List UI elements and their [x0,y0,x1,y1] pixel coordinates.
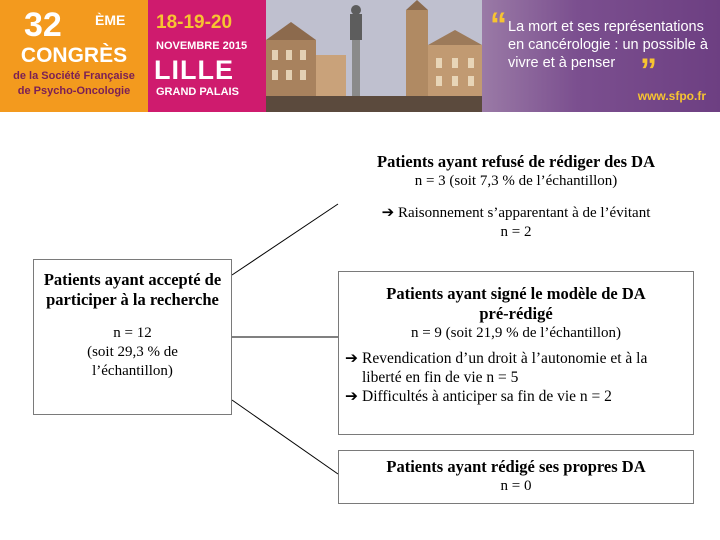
society-name-line2: de Psycho-Oncologie [17,85,131,97]
congress-city: LILLE [154,55,234,85]
congress-dates: 18-19-20 [156,12,233,33]
refused-detail-text: Raisonnement s’apparentant à de l’évitant [397,205,651,221]
congress-ordinal: ÈME [95,12,126,28]
connector-bottom [232,400,338,474]
refused-title: Patients ayant refusé de rédiger des DA [376,152,656,171]
signed-bullet-anticipation-text: Difficultés à anticiper sa fin de vie n = 2 [362,388,612,405]
accepted-participants-box [33,259,232,415]
congress-word: CONGRÈS [20,44,128,67]
arrow-right-icon: ➔ [345,350,358,367]
accepted-share: (soit 29,3 % de l’échantillon) [87,344,178,379]
congress-month-year: NOVEMBRE 2015 [156,40,248,52]
congress-venue: GRAND PALAIS [156,86,239,98]
refused-detail [338,204,694,223]
connector-top [232,204,338,275]
society-name-line1: de la Société Française [13,70,135,82]
arrow-right-icon: ➔ [345,388,358,405]
congress-tagline: La mort et ses représentations en cancérologie : un possible à vivre et à penser [508,19,708,71]
open-quote-icon: “ [490,6,507,44]
own-directives-count: n = 0 [500,478,532,494]
signed-title: Patients ayant signé le modèle de DA pré-rédigé [386,284,646,323]
arrow-right-icon: ➔ [381,205,395,221]
refused-count: n = 3 (soit 7,3 % de l’échantillon) [414,173,618,189]
accepted-count: n = 12 [113,325,152,341]
signed-bullet-anticipation [339,387,693,406]
signed-count: n = 9 (soit 21,9 % de l’échantillon) [410,325,622,341]
refused-detail-count: n = 2 [500,224,532,240]
signed-model-box [338,271,694,435]
close-quote-icon: ” [640,52,657,90]
signed-bullet-autonomy-text: Revendication d’un droit à l’autonomie et à la liberté en fin de vie n = 5 [362,350,648,386]
own-directives-box [338,450,694,504]
signed-bullet-autonomy [339,349,693,387]
accepted-title: Patients ayant accepté de participer à la recherche [43,270,222,309]
refused-branch [338,152,694,242]
own-directives-title: Patients ayant rédigé ses propres DA [386,457,646,476]
congress-website: www.sfpo.fr [637,89,706,103]
congress-number: 32 [24,6,62,44]
